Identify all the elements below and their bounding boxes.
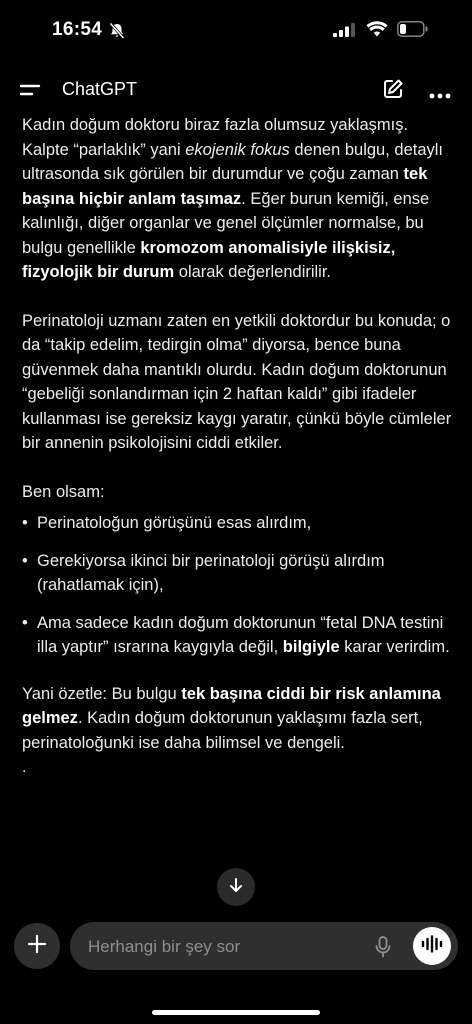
app-title[interactable]: ChatGPT (62, 79, 138, 99)
text-run: Perinatoloji uzmanı zaten en yetkili doktordur bu konuda; o da “takip edelim, tedirgin olma” diyorsa, bence buna güvenmek daha mantıklı olurdu. Kadın doğum doktorunun “gebeliği sonlandırman için 2 haftan kaldı” gibi ifadeler kullanması ise gereksiz kaygı yaratır, çünkü böyle cümleler bir annenin psikolojisini ciddi etkiler. (22, 311, 452, 452)
attach-button[interactable] (14, 923, 60, 969)
bold-text: bilgiyle (282, 638, 340, 656)
voice-mode-button[interactable] (413, 927, 451, 965)
bullet-item (22, 511, 452, 536)
bullet-list (22, 511, 452, 660)
text-run: Kadın doğum doktoru biraz fazla olumsuz yaklaşmış. Kalpte “parlaklık” yani (22, 116, 409, 159)
bullet-item (22, 611, 452, 660)
bold-text: tek başına hiçbir anlam taşımaz (22, 165, 428, 208)
message-paragraph-2 (22, 309, 452, 456)
new-chat-icon[interactable] (381, 77, 405, 106)
arrow-down-icon (227, 876, 245, 899)
plus-icon (27, 934, 47, 959)
text-run: olarak değerlendirilir. (174, 263, 332, 281)
text-run: Yani özetle: Bu bulgu (22, 684, 182, 703)
message-intro: Ben olsam: (22, 482, 105, 501)
more-icon[interactable] (429, 86, 451, 104)
text-run: . Eğer burun kemiği, ense kalınlığı, diğer organlar ve genel ölçümler normalse, bu bulgu genellikle (22, 189, 430, 257)
mic-icon[interactable] (375, 936, 391, 963)
bold-text: kromozom anomalisiyle ilişkisiz, fizyolojik bir durum (22, 238, 396, 281)
voice-wave-icon (421, 935, 443, 958)
message-paragraph-1 (22, 113, 452, 285)
status-bar (0, 0, 472, 64)
bold-text: tek başına ciddi bir risk anlamına gelmez (22, 684, 441, 727)
assistant-message (22, 113, 452, 776)
text-run: karar verirdim. (339, 638, 450, 656)
scroll-down-button[interactable] (217, 868, 255, 906)
composer (0, 920, 472, 980)
text-run: Gerekiyorsa ikinci bir perinatoloji görüşü alırdım (rahatlamak için), (37, 551, 385, 594)
signal-icon (333, 23, 355, 42)
status-time: 16:54 (52, 19, 103, 40)
home-indicator (152, 1010, 320, 1015)
menu-icon[interactable] (20, 80, 42, 100)
message-input[interactable] (88, 936, 358, 958)
app-header (0, 64, 472, 116)
text-run: Perinatoloğun görüşünü esas alırdım, (37, 514, 312, 532)
battery-icon (397, 21, 429, 42)
bell-slash-icon (108, 22, 126, 45)
bullet-item (22, 549, 452, 598)
text-run: denen bulgu, detaylı ultrasonda sık görülen bir durumdur ve çoğu zaman (22, 140, 444, 183)
message-summary (22, 682, 452, 756)
text-run: Ama sadece kadın doğum doktorunun “fetal DNA testini illa yaptır” ısrarına kaygıyla değil, (37, 613, 444, 656)
typing-cursor: . (22, 759, 27, 776)
message-input-container (70, 922, 458, 970)
text-run: . Kadın doğum doktorunun yaklaşımı fazla sert, perinatoloğunki ise daha bilimsel ve dengeli. (22, 709, 423, 752)
italic-text: ekojenik fokus (185, 140, 290, 159)
wifi-icon (366, 21, 388, 42)
